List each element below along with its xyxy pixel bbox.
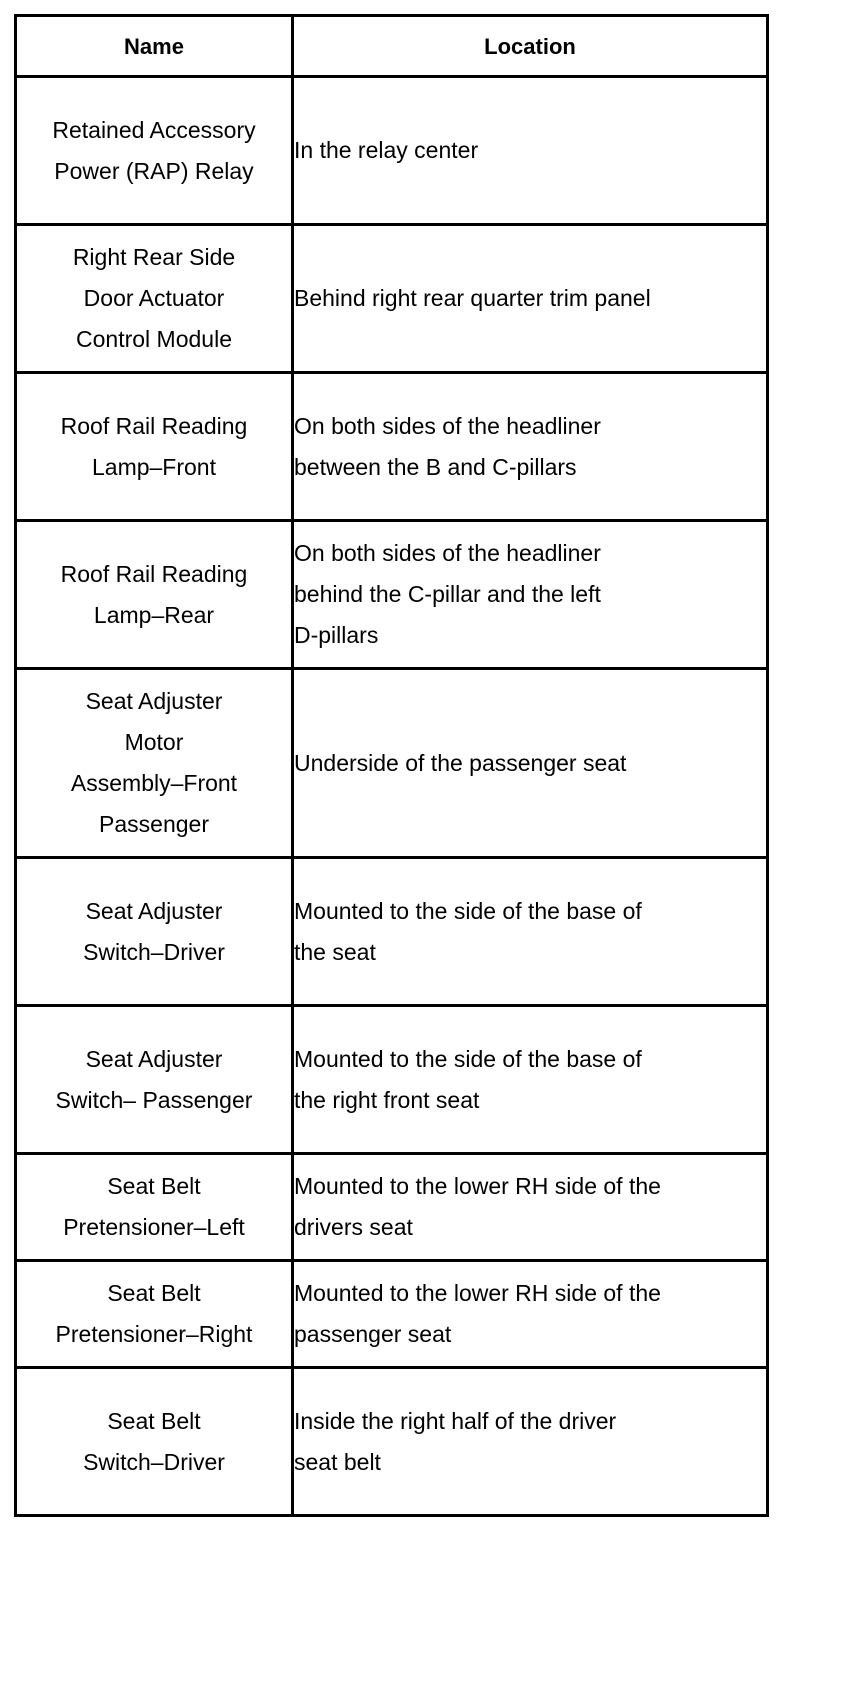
component-location-cell (293, 373, 768, 521)
component-location-line: Mounted to the lower RH side of the (294, 1280, 661, 1306)
component-name-cell (16, 521, 293, 669)
component-location-cell (293, 1006, 768, 1154)
component-location-line: the seat (294, 938, 376, 965)
component-name-line: Seat Adjuster (85, 897, 223, 924)
component-name-cell (16, 669, 293, 858)
component-name-line: Roof Rail Reading (60, 560, 248, 587)
component-name-line: Seat Belt (107, 1280, 201, 1306)
header-row (16, 16, 768, 77)
component-location-cell (293, 225, 768, 373)
component-location-cell (293, 1261, 768, 1368)
component-location-cell (293, 858, 768, 1006)
component-location-table (14, 14, 769, 1517)
table-row (16, 669, 768, 858)
component-name-cell (16, 77, 293, 225)
component-name-line: Pretensioner–Left (63, 1214, 245, 1240)
component-name-line: Power (RAP) Relay (54, 157, 254, 184)
table-row (16, 373, 768, 521)
component-name-cell (16, 1368, 293, 1516)
component-location-cell (293, 1368, 768, 1516)
component-name-line: Passenger (99, 811, 209, 837)
component-name-line: Switch–Driver (83, 938, 225, 965)
component-location-line: Mounted to the lower RH side of the (294, 1173, 661, 1199)
component-location-line: Mounted to the side of the base of (294, 897, 642, 924)
component-name-cell (16, 1154, 293, 1261)
component-location-line: On both sides of the headliner (294, 412, 601, 439)
component-name-line: Switch– Passenger (55, 1086, 253, 1113)
component-name-line: Motor (124, 729, 184, 755)
component-location-line: the right front seat (294, 1086, 480, 1113)
component-name-line: Switch–Driver (83, 1448, 225, 1475)
component-name-line: Door Actuator (83, 285, 225, 311)
component-name-line: Retained Accessory (52, 116, 256, 143)
table-row (16, 225, 768, 373)
header-name: Name (16, 16, 293, 77)
component-location-cell (293, 669, 768, 858)
table-row (16, 1154, 768, 1261)
component-name-cell (16, 225, 293, 373)
component-name-cell (16, 1261, 293, 1368)
component-name-line: Seat Adjuster (85, 1045, 223, 1072)
table-row (16, 521, 768, 669)
table-row (16, 1006, 768, 1154)
header-location: Location (293, 16, 768, 77)
component-name-line: Lamp–Rear (93, 601, 215, 628)
component-name-cell (16, 858, 293, 1006)
component-location-line: Inside the right half of the driver (294, 1407, 617, 1434)
component-name-line: Lamp–Front (91, 453, 216, 480)
component-name-cell (16, 1006, 293, 1154)
component-name-line: Right Rear Side (72, 244, 236, 270)
component-name-line: Control Module (76, 326, 232, 352)
table-row (16, 77, 768, 225)
component-location-line: D-pillars (294, 622, 379, 648)
table-row (16, 858, 768, 1006)
component-location-line: Mounted to the side of the base of (294, 1045, 642, 1072)
component-name-line: Pretensioner–Right (55, 1321, 253, 1347)
component-location-line: drivers seat (294, 1214, 413, 1240)
component-name-line: Seat Belt (107, 1407, 201, 1434)
component-location-line: between the B and C-pillars (294, 453, 577, 480)
component-location-line: In the relay center (294, 137, 479, 163)
component-location-line: Underside of the passenger seat (294, 749, 627, 776)
component-location-line: On both sides of the headliner (294, 540, 601, 566)
component-name-line: Assembly–Front (70, 770, 238, 796)
component-location-cell (293, 1154, 768, 1261)
component-location-line: seat belt (294, 1448, 381, 1475)
component-location-cell (293, 77, 768, 225)
component-name-line: Seat Adjuster (85, 688, 223, 714)
component-name-line: Roof Rail Reading (60, 412, 248, 439)
component-location-line: passenger seat (294, 1321, 452, 1347)
table-row (16, 1261, 768, 1368)
table-row (16, 1368, 768, 1516)
component-location-cell (293, 521, 768, 669)
component-location-line: Behind right rear quarter trim panel (294, 285, 651, 311)
component-location-line: behind the C-pillar and the left (294, 581, 601, 607)
component-name-cell (16, 373, 293, 521)
component-name-line: Seat Belt (107, 1173, 201, 1199)
